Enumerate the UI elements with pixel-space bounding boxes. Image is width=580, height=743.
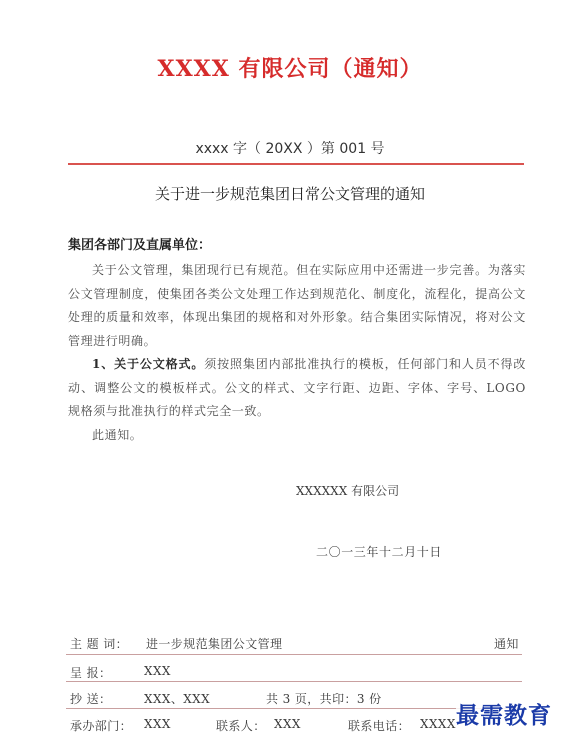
signature-date: 二〇一三年十二月十日 [316,545,443,559]
point-1-heading: 1、关于公文格式。 [92,357,205,371]
addressee: 集团各部门及直属单位： [68,238,212,253]
footer-dept-label: 承办部门： [70,719,133,733]
footer-rule-3 [66,708,522,709]
footer-phone-label: 联系电话： [348,719,411,733]
footer-report-value: XXX [144,664,171,678]
footer-copy-value: XXX、XXX [144,692,211,706]
footer-copy-label: 抄 送： [70,692,112,706]
footer-subject-label: 主 题 词： [70,637,129,651]
footer-report-label: 呈 报： [70,666,112,680]
header-red-rule [68,163,524,165]
footer-rule-1 [66,654,522,655]
closing-line: 此通知。 [92,427,143,442]
footer-subject-type: 通知 [494,637,519,651]
point-1-text: 须按照集团内部批准执行的模板，任何部门和人员不得改动、调整公文的模板样式。公文的样式、文字行距、边距、字体、字号、LOGO 规格须与批准执行的样式完全一致。 [68,357,526,418]
body-paragraph-2 [68,353,526,424]
footer-contact-label: 联系人： [216,719,266,733]
footer-dept-value: XXX [144,717,171,731]
company-header-title: XXXX 有限公司（通知） [157,56,423,82]
footer-rule-2 [66,681,522,682]
watermark-logo-text: 最需教育 [456,697,552,730]
footer-phone-value: XXXX [420,717,456,731]
document-number: xxxx 字（ 20XX ）第 001 号 [195,141,385,157]
notice-body [68,259,526,447]
footer-pages-text: 共 3 页，共印：3 份 [266,692,382,706]
body-paragraph-1: 关于公文管理，集团现行已有规范。但在实际应用中还需进一步完善。为落实公文管理制度，使集团各类公文处理工作达到规范化、制度化，流程化，提高公文处理的质量和效率，体现出集团的规格和对外形象。结合集团实际情况，将对公文管理进行明确。 [68,263,526,348]
notice-title: 关于进一步规范集团日常公文管理的通知 [154,185,425,203]
footer-contact-value: XXX [274,717,301,731]
signature-company: XXXXXX 有限公司 [296,484,400,498]
footer-subject-value: 进一步规范集团公文管理 [146,637,283,651]
